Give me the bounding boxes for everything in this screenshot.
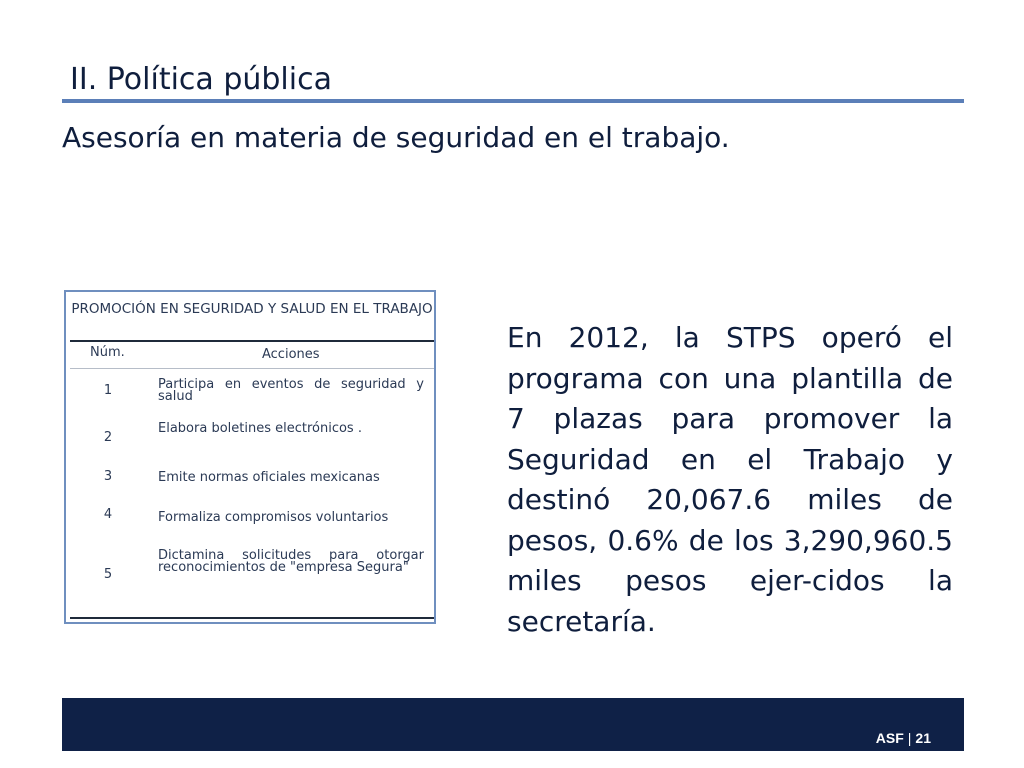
title-underline [62, 99, 964, 103]
row-num-1: 1 [103, 383, 113, 398]
row-action-1: Participa en eventos de seguridad y salud [158, 377, 424, 404]
footer-separator: | [907, 730, 912, 746]
column-header-actions: Acciones [262, 347, 320, 362]
page-number: 21 [915, 730, 931, 746]
footer-org: ASF [875, 730, 904, 746]
column-header-num: Núm. [90, 345, 125, 360]
table-rule-top [70, 340, 434, 342]
row-action-4: Formaliza compromisos voluntarios [158, 510, 389, 525]
table-rule-bottom [70, 617, 434, 619]
row-num-5: 5 [103, 567, 113, 582]
footer-bar [62, 698, 964, 751]
row-num-4: 4 [103, 507, 113, 522]
body-paragraph: En 2012, la STPS operó el programa con una plantilla de 7 plazas para promover la Seguridad en el Trabajo y destinó 20,067.6 miles de pesos, 0.6% de los 3,290,960.5 miles pesos ejer-cidos la secretaría. [507, 321, 953, 638]
row-action-3: Emite normas oficiales mexicanas [158, 470, 380, 485]
row-action-5: Dictamina solicitudes para otorgar reconocimientos de "empresa Segura" [158, 548, 424, 575]
section-title: II. Política pública [70, 62, 332, 97]
table-rule-header [70, 368, 434, 369]
page-subtitle: Asesoría en materia de seguridad en el trabajo. [62, 121, 730, 154]
footer-label [876, 730, 931, 746]
row-action-2: Elabora boletines electrónicos . [158, 421, 362, 436]
actions-table [64, 290, 436, 624]
row-num-2: 2 [103, 430, 113, 445]
row-num-3: 3 [103, 469, 113, 484]
table-title: PROMOCIÓN EN SEGURIDAD Y SALUD EN EL TRABAJO [71, 301, 433, 317]
